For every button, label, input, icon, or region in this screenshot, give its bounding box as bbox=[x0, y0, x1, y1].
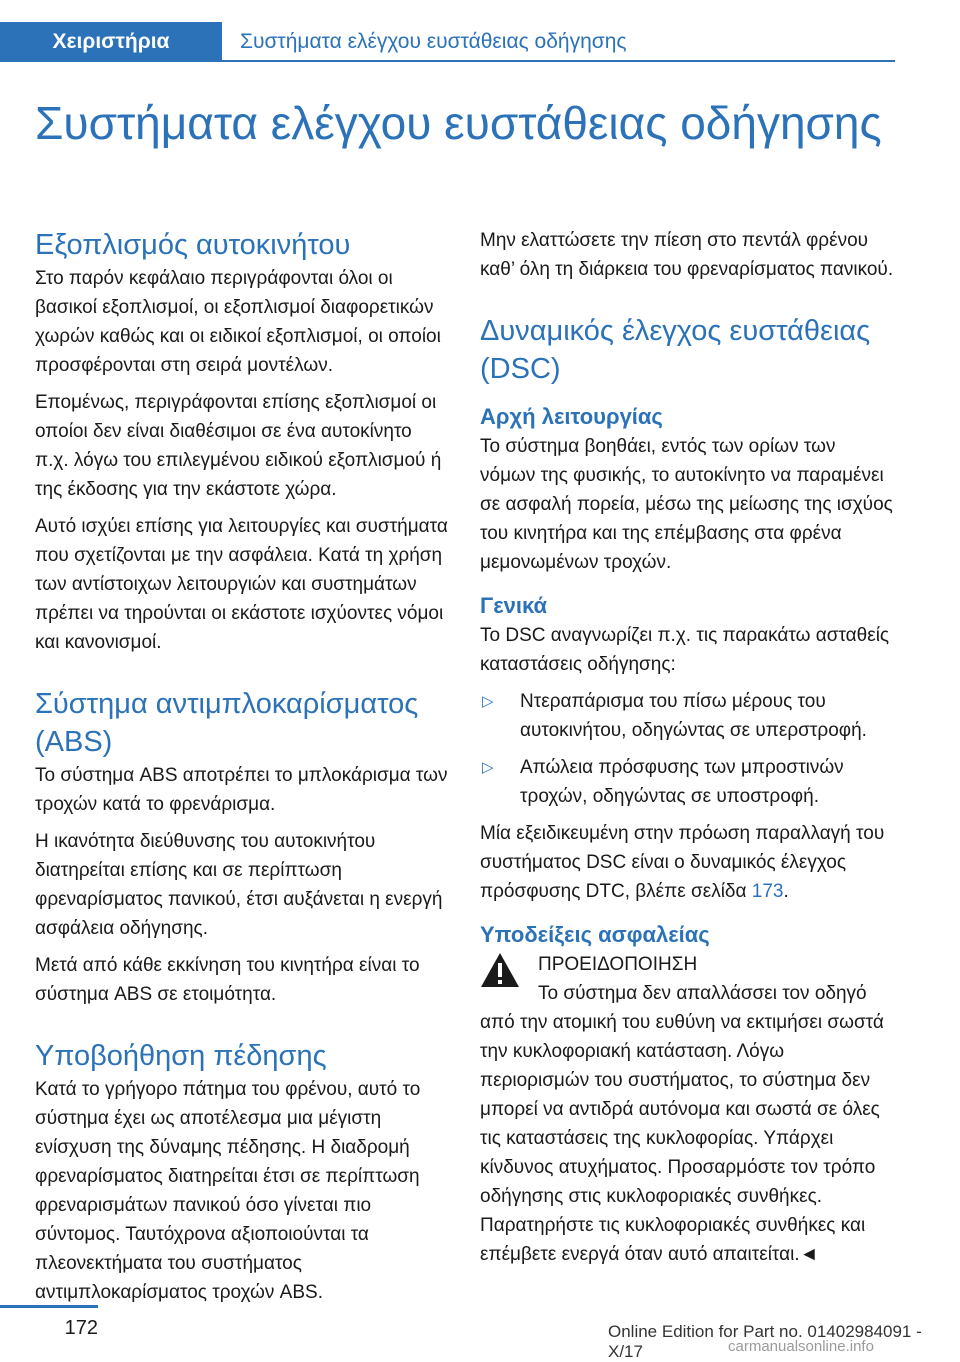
subheading-safety-notes: Υποδείξεις ασφαλείας bbox=[480, 922, 710, 947]
list-item bbox=[480, 753, 895, 811]
page-title: Συστήματα ελέγχου ευστάθειας οδήγησης bbox=[35, 97, 882, 149]
section-heading-brake-assist: Υποβοήθηση πέδησης bbox=[35, 1040, 327, 1072]
paragraph-end: . bbox=[783, 881, 789, 902]
page-reference-link[interactable]: 173 bbox=[751, 881, 784, 902]
bullet-list bbox=[480, 687, 895, 811]
tab-controls[interactable] bbox=[0, 22, 222, 62]
subheading-general: Γενικά bbox=[480, 593, 548, 618]
end-mark-icon: ◄ bbox=[799, 1244, 819, 1265]
paragraph: Το σύστημα ABS αποτρέπει το μπλοκάρισμα των τροχών κατά το φρενάρισμα. bbox=[35, 765, 448, 815]
paragraph: Στο παρόν κεφάλαιο περιγράφονται όλοι οι βασικοί εξοπλισμοί, οι εξοπλισμοί διαφορετικών χωρών καθώς και οι ειδικοί εξοπλισμοί, οι οποίοι προσφέρονται στη σειρά μοντέλων. bbox=[35, 268, 441, 376]
triangle-bullet-icon: ▷ bbox=[482, 759, 494, 776]
paragraph: Επομένως, περιγράφονται επίσης εξοπλισμοί οι οποίοι δεν είναι διαθέσιμοι σε ένα αυτοκίνητο π.χ. λόγω του επιλεγμένου ειδικού εξοπλισμού ή της έκδοσης για την εκάστοτε χώρα. bbox=[35, 392, 442, 500]
section-heading-abs: Σύστημα αντιμπλοκαρίσματος (ABS) bbox=[35, 688, 419, 758]
list-item bbox=[480, 687, 895, 745]
section-heading-dsc: Δυναμικός έλεγχος ευστάθειας (DSC) bbox=[480, 315, 871, 385]
list-item-text: Ντεραπάρισμα του πίσω μέρους του αυτοκινήτου, οδηγώντας σε υπερστροφή. bbox=[520, 691, 867, 741]
triangle-bullet-icon: ▷ bbox=[482, 693, 494, 710]
warning-triangle-icon bbox=[480, 952, 520, 988]
left-column bbox=[35, 226, 450, 1315]
paragraph: Το σύστημα βοηθάει, εντός των ορίων των νόμων της φυσικής, το αυτοκίνητο να παραμένει σε ασφαλή πορεία, μέσω της μείωσης της ισχύος του κινητήρα και της επέμβασης στα φρένα μεμονωμένων τροχών. bbox=[480, 436, 893, 573]
breadcrumb[interactable]: Συστήματα ελέγχου ευστάθειας οδήγησης bbox=[240, 30, 627, 53]
paragraph: Το DSC αναγνωρίζει π.χ. τις παρακάτω ασταθείς καταστάσεις οδήγησης: bbox=[480, 625, 890, 675]
warning-body bbox=[480, 979, 895, 1269]
warning-text: Το σύστημα δεν απαλλάσσει τον οδηγό από την ατομική του ευθύνη να εκτιμήσει σωστά την κυκλοφοριακή κατάσταση. Λόγω περιορισμών του συστήματος, το σύστημα δεν μπορεί να αντιδρά αυτόνομα και σωστά σε όλες τις καταστάσεις της κυκλοφορίας. Υπάρχει κίνδυνος ατυχήματος. Προσαρμόστε τον τρόπο οδήγησης στις κυκλοφοριακές συνθήκες. Παρατηρήστε τις κυκλοφοριακές συνθήκες και επέμβετε ενεργά όταν αυτό απαιτείται. bbox=[480, 983, 884, 1265]
paragraph: Μην ελαττώσετε την πίεση στο πεντάλ φρένου καθ’ όλη τη διάρκεια του φρεναρίσματος πανικού. bbox=[480, 230, 894, 280]
edition-note: Online Edition for Part no. 01402984091 - X/17 bbox=[608, 1322, 922, 1361]
warning-title: ΠΡΟΕΙΔΟΠΟΙΗΣΗ bbox=[538, 954, 698, 975]
tab-controls-label: Χειριστήρια bbox=[52, 30, 170, 53]
warning-box bbox=[480, 950, 895, 1269]
paragraph-dtc bbox=[480, 819, 895, 906]
paragraph: Κατά το γρήγορο πάτημα του φρένου, αυτό το σύστημα έχει ως αποτέλεσμα μια μέγιστη ενίσχυση της δύναμης πέδησης. Η διαδρομή φρεναρίσματος διατηρείται έτσι σε περίπτωση φρεναρισμάτων πανικού όσο γίνεται πιο σύντομος. Ταυτόχρονα αξιοποιούνται τα πλεονεκτήματα του συστήματος αντιμπλοκαρίσματος τροχών ABS. bbox=[35, 1079, 421, 1303]
section-heading-equipment: Εξοπλισμός αυτοκινήτου bbox=[35, 229, 351, 261]
paragraph: Η ικανότητα διεύθυνσης του αυτοκινήτου διατηρείται επίσης και σε περίπτωση φρεναρίσματος πανικού, έτσι αυξάνεται η ενεργή ασφάλεια οδήγησης. bbox=[35, 831, 443, 939]
page-number: 172 bbox=[64, 1317, 98, 1339]
watermark: carmanualsonline.info bbox=[728, 1338, 874, 1355]
header-bar bbox=[0, 0, 895, 62]
subheading-operating-principle: Αρχή λειτουργίας bbox=[480, 404, 663, 429]
paragraph: Μετά από κάθε εκκίνηση του κινητήρα είναι το σύστημα ABS σε ετοιμότητα. bbox=[35, 955, 420, 1005]
footer-divider bbox=[0, 1305, 98, 1308]
right-column bbox=[480, 226, 895, 1269]
list-item-text: Απώλεια πρόσφυσης των μπροστινών τροχών, οδηγώντας σε υποστροφή. bbox=[520, 757, 844, 807]
paragraph: Αυτό ισχύει επίσης για λειτουργίες και συστήματα που σχετίζονται με την ασφάλεια. Κατά τη χρήση των αντίστοιχων λειτουργιών και συστημάτων πρέπει να τηρούνται οι εκάστοτε ισχύοντες νόμοι και κανονισμοί. bbox=[35, 516, 448, 653]
header-divider bbox=[222, 60, 895, 62]
paragraph-text: Μία εξειδικευμένη στην πρόωση παραλλαγή του συστήματος DSC είναι ο δυναμικός έλεγχος πρόσφυσης DTC, βλέπε σελίδα bbox=[480, 823, 885, 902]
